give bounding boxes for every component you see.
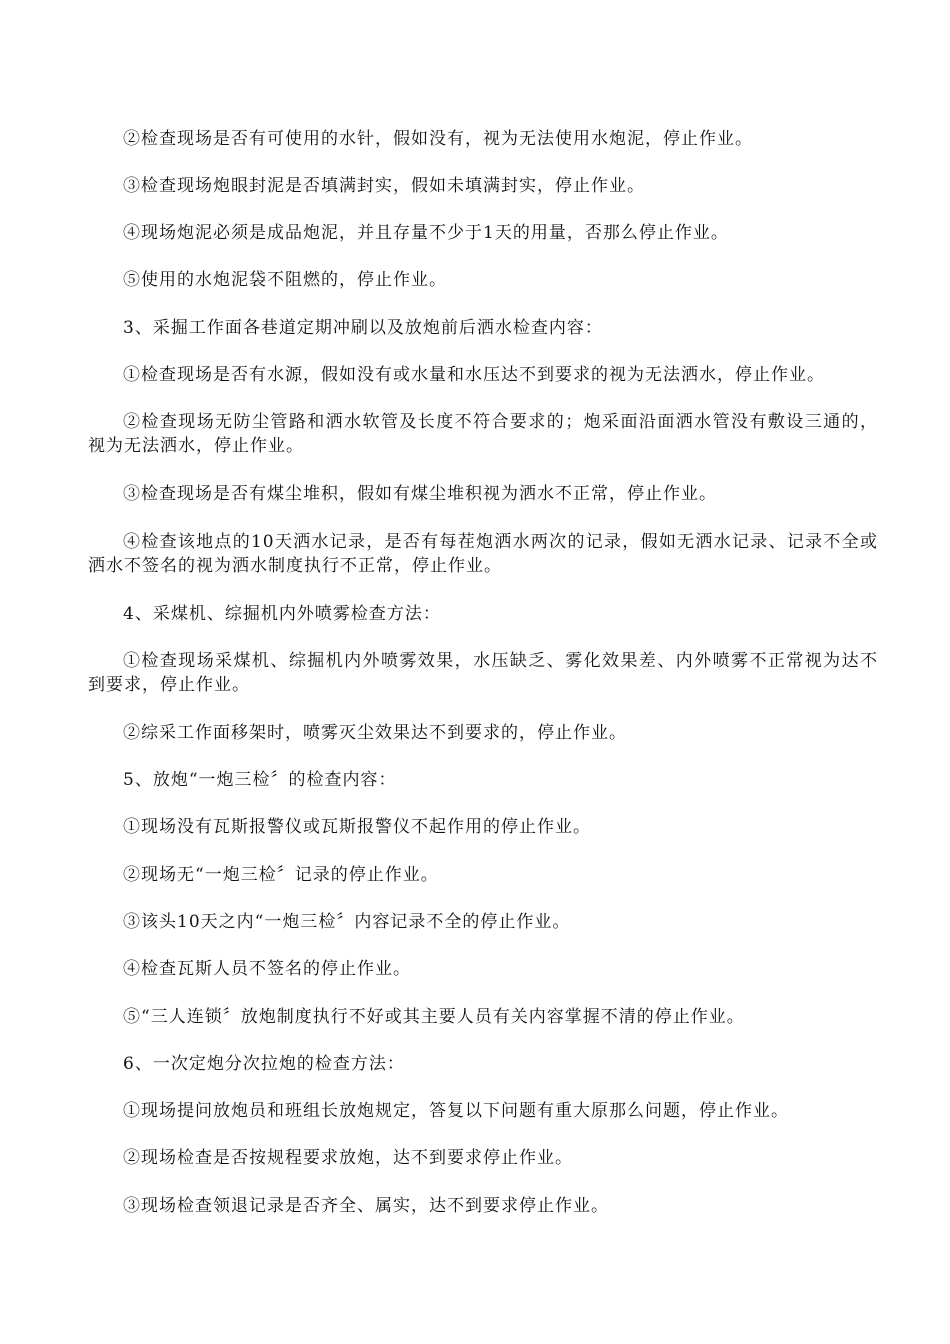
paragraph: ②现场无“一炮三检〞记录的停止作业。 bbox=[123, 865, 439, 885]
paragraph: ②检查现场无防尘管路和洒水软管及长度不符合要求的；炮采面沿面洒水管没有敷设三通的，视为无法洒水，停止作业。 bbox=[88, 412, 878, 456]
paragraph: ①检查现场是否有水源，假如没有或水量和水压达不到要求的视为无法洒水，停止作业。 bbox=[123, 365, 825, 385]
paragraph: ④检查瓦斯人员不签名的停止作业。 bbox=[123, 959, 411, 979]
paragraph: ⑤使用的水炮泥袋不阻燃的，停止作业。 bbox=[123, 270, 447, 290]
section-heading: 5、放炮“一炮三检〞的检查内容： bbox=[123, 770, 397, 790]
paragraph: ③该头10天之内“一炮三检〞内容记录不全的停止作业。 bbox=[123, 912, 571, 932]
paragraph: ①现场提问放炮员和班组长放炮规定，答复以下问题有重大原那么问题，停止作业。 bbox=[123, 1101, 789, 1121]
paragraph: ④检查该地点的10天洒水记录，是否有每茬炮洒水两次的记录，假如无洒水记录、记录不全或洒水不签名的视为洒水制度执行不正常，停止作业。 bbox=[88, 532, 878, 576]
paragraph: ②检查现场是否有可使用的水针，假如没有，视为无法使用水炮泥，停止作业。 bbox=[123, 129, 753, 149]
paragraph: ②综采工作面移架时，喷雾灭尘效果达不到要求的，停止作业。 bbox=[123, 723, 627, 743]
paragraph: ③现场检查领退记录是否齐全、属实，达不到要求停止作业。 bbox=[123, 1196, 609, 1216]
paragraph: ③检查现场炮眼封泥是否填满封实，假如未填满封实，停止作业。 bbox=[123, 176, 645, 196]
section-heading: 6、一次定炮分次拉炮的检查方法： bbox=[123, 1054, 405, 1074]
paragraph: ③检查现场是否有煤尘堆积，假如有煤尘堆积视为洒水不正常，停止作业。 bbox=[123, 484, 717, 504]
paragraph: ①现场没有瓦斯报警仪或瓦斯报警仪不起作用的停止作业。 bbox=[123, 817, 591, 837]
section-heading: 4、采煤机、综掘机内外喷雾检查方法： bbox=[123, 604, 441, 624]
paragraph: ①检查现场采煤机、综掘机内外喷雾效果，水压缺乏、雾化效果差、内外喷雾不正常视为达不到要求，停止作业。 bbox=[88, 651, 878, 695]
paragraph: ②现场检查是否按规程要求放炮，达不到要求停止作业。 bbox=[123, 1148, 573, 1168]
paragraph: ⑤“三人连锁〞放炮制度执行不好或其主要人员有关内容掌握不清的停止作业。 bbox=[123, 1007, 745, 1027]
section-heading: 3、采掘工作面各巷道定期冲刷以及放炮前后洒水检查内容： bbox=[123, 318, 603, 338]
paragraph: ④现场炮泥必须是成品炮泥，并且存量不少于1天的用量，否那么停止作业。 bbox=[123, 223, 729, 243]
